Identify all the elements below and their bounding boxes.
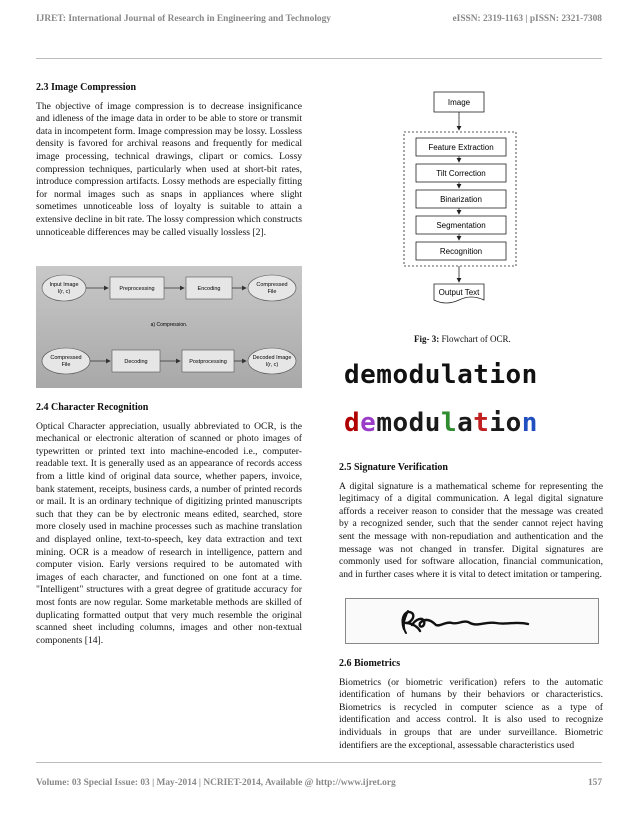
decoded-image-sub: I(r, c) <box>265 362 279 368</box>
section-body: Biometrics (or biometric verification) refers to the automatic identification of humans by their behaviors or characteristics. Biometrics is recycled in computer science as a type of identification and access control. It is also used to recognize individuals in groups that are under surveillance. Biometric identifiers are the exceptional, assessable characteristics used <box>339 676 603 751</box>
flow-step-recognition: Recognition <box>439 247 483 256</box>
decoded-image-label: Decoded Image <box>252 355 292 361</box>
ocr-letter: d <box>344 408 361 438</box>
compression-caption: a) Compression. <box>150 322 188 328</box>
page-footer <box>36 778 602 788</box>
flow-step-segmentation: Segmentation <box>436 221 486 230</box>
compression-diagram <box>36 266 302 388</box>
section-character-recognition <box>36 402 302 647</box>
section-image-compression <box>36 82 302 239</box>
ocr-letter: u <box>424 408 441 438</box>
section-body: A digital signature is a mathematical scheme for representing the legitimacy of a digital communication. A legal digital signature affords a receiver reason to consider that the message was created by a recognized sender, such that the sender cannot reject having sent the message with non-repudiation and authentication and the message was not changed in transfer. Digital signatures are commonly used for software allocation, financial communication, and in further cases where it is vital to detect imitation or tampering. <box>339 480 603 580</box>
postprocessing-label: Postprocessing <box>189 359 227 365</box>
compression-figure <box>36 266 302 388</box>
ocr-flowchart-diagram <box>396 88 522 310</box>
journal-title: IJRET: International Journal of Research in Engineering and Technology <box>36 14 331 24</box>
compressed-file-label: Compressed <box>256 282 288 288</box>
ocr-flowchart <box>396 88 522 310</box>
compressed-file2-sub: File <box>61 362 71 368</box>
ocr-letter: t <box>473 408 490 438</box>
section-body: The objective of image compression is to decrease insignificance and idleness of the image data in order to be able to store or transmit data in incompetent form. Image compression may be lossy. Lossless density is favored for archival reasons and frequently for medical image processing, technical drawings, clipart or comics. Lossy compression techniques, particularly when used at short-bit rates, introduce compression artifacts. Lossy methods are especially fitting for normal images such as snaps in appliances where slight sometimes unnoticeable loss of loyalty is suitable to attain a extensive decline in bit rate. The lossy compression which constructs unnoticeable differences may be called visually lossless [2]. <box>36 100 302 238</box>
section-biometrics <box>339 658 603 752</box>
section-heading: 2.5 Signature Verification <box>339 462 448 473</box>
flow-output: Output Text <box>438 288 480 297</box>
ocr-letter: o <box>505 408 522 438</box>
page-header <box>36 14 602 24</box>
ocr-letter: i <box>489 408 506 438</box>
header-rule <box>36 58 602 59</box>
figure3-caption <box>414 334 511 344</box>
issn-info: eISSN: 2319-1163 | pISSN: 2321-7308 <box>452 14 602 24</box>
section-signature-verification <box>339 462 603 581</box>
ocr-letter: e <box>360 408 377 438</box>
section-body: Optical Character appreciation, usually abbreviated to OCR, is the mechanical or electronic alteration of scanned or photo images of typewritten or printed text into machine-encoded i.e., computer-readable text. It is generally used as an appearance of records access from a little kind of original data source, whether papers, invoice, bank statement, receipts, business cards, a number of printed records or mail. It is an ordinary technique of digitizing printed manuscripts such that they can be by electronic means edited, searched, store more closely used in machine processes such as machine translation and displayed online, text-to-speech, key data extraction and text mining. OCR is a meadow of research in intelligence, pattern and computer vision. Early versions required to be automated with images of each character, and functioned on one font at a time. "Intelligent" structures with a great degree of gratitude accuracy for most fonts are now regular. Some marketable methods are skilled of duplicating formatted output that very much resemble the original scanned sheet including columns, images and other non-textual components [14]. <box>36 420 302 646</box>
footer-volume: Volume: 03 Special Issue: 03 | May-2014 | NCRIET-2014, Available @ http://www.ijret.org <box>36 778 396 788</box>
ocr-letter: a <box>457 408 474 438</box>
compressed-file2-label: Compressed <box>50 355 82 361</box>
ocr-sample-colored <box>344 408 538 438</box>
flow-step-feature-extraction: Feature Extraction <box>428 143 494 152</box>
section-heading: 2.6 Biometrics <box>339 658 401 669</box>
signature-image <box>345 598 599 644</box>
figure3-text: Flowchart of OCR. <box>439 334 511 344</box>
figure3-label: Fig- 3: <box>414 334 440 344</box>
ocr-letter: n <box>521 408 538 438</box>
input-image-sub: I(r, c) <box>57 289 71 295</box>
input-image-label: Input Image <box>49 282 79 288</box>
compressed-file-sub: File <box>267 289 277 295</box>
section-heading: 2.4 Character Recognition <box>36 402 149 413</box>
section-heading: 2.3 Image Compression <box>36 82 137 93</box>
ocr-letter: d <box>408 408 425 438</box>
page-number: 157 <box>587 778 602 788</box>
flow-input: Image <box>447 98 471 107</box>
ocr-sample-plain: demodulation <box>344 360 538 390</box>
ocr-letter: l <box>440 408 458 438</box>
flow-step-binarization: Binarization <box>440 195 482 204</box>
encoding-label: Encoding <box>197 286 221 292</box>
handwritten-signature <box>346 599 598 643</box>
ocr-letter: o <box>392 408 409 438</box>
decoding-label: Decoding <box>124 359 148 365</box>
flow-step-tilt-correction: Tilt Correction <box>436 169 486 178</box>
footer-rule <box>36 762 602 763</box>
preprocessing-label: Preprocessing <box>119 286 155 292</box>
ocr-letter: m <box>376 408 393 438</box>
